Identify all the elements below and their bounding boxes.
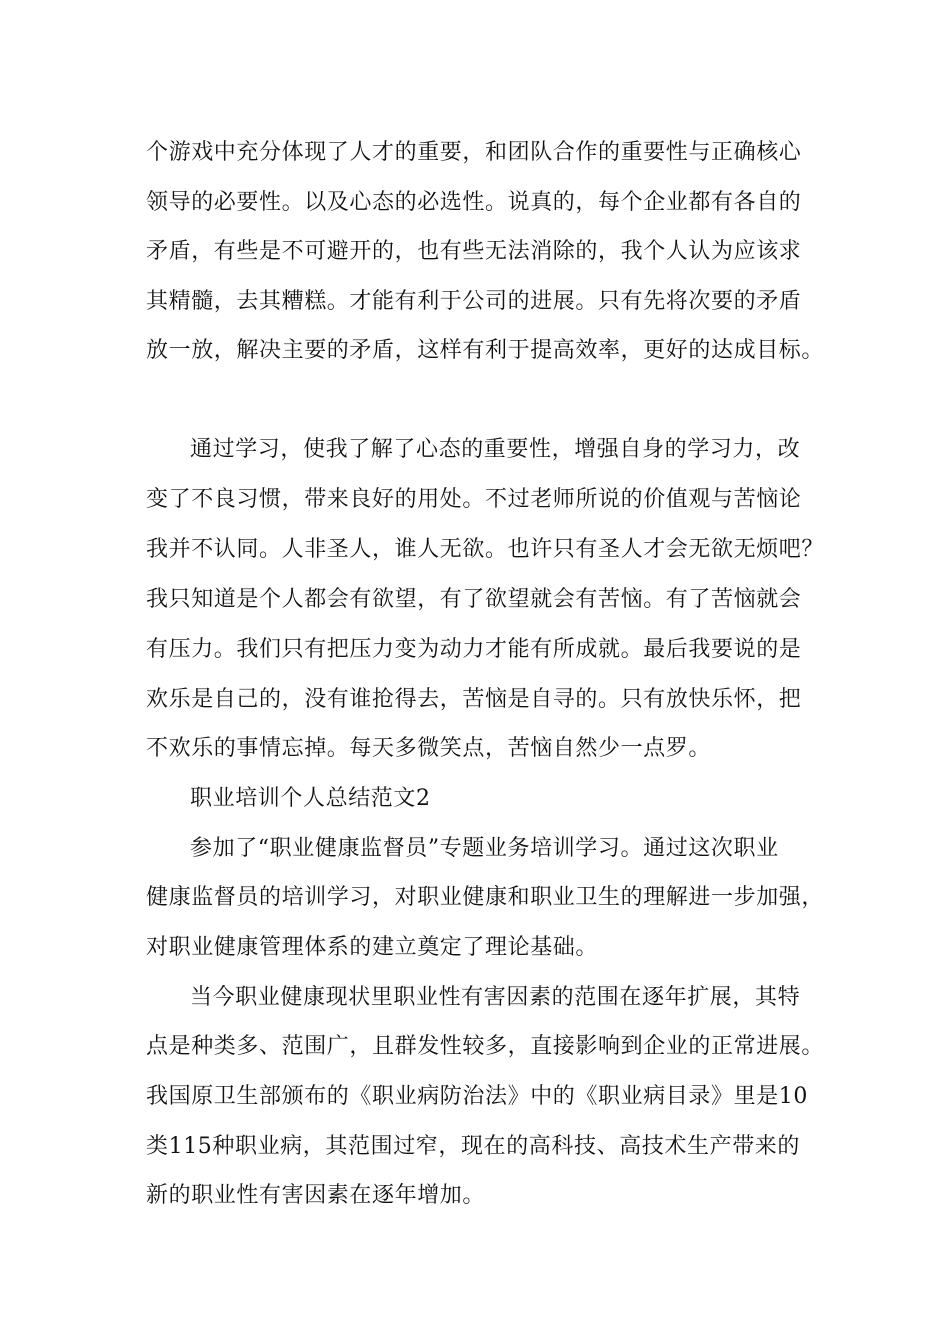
paragraph-start-line: 参加了“职业健康监督员”专题业务培训学习。通过这次职业 — [190, 836, 779, 861]
text-line: 健康监督员的培训学习，对职业健康和职业卫生的理解进一步加强， — [146, 885, 825, 910]
text-line: 我只知道是个人都会有欲望，有了欲望就会有苦恼。有了苦恼就会 — [146, 587, 802, 612]
text-line: 欢乐是自己的，没有谁抢得去，苦恼是自寻的。只有放快乐怀，把 — [146, 687, 802, 712]
text-line: 其精髓，去其糟糕。才能有利于公司的进展。只有先将次要的矛盾 — [146, 289, 802, 314]
section-heading: 职业培训个人总结范文2 — [190, 786, 431, 811]
text-line: 类115种职业病，其范围过窄，现在的高科技、高技术生产带来的 — [146, 1134, 800, 1159]
text-line: 我国原卫生部颁布的《职业病防治法》中的《职业病目录》里是10 — [146, 1084, 808, 1109]
text-line: 点是种类多、范围广，且群发性较多，直接影响到企业的正常进展。 — [146, 1034, 825, 1059]
text-line: 领导的必要性。以及心态的必选性。说真的，每个企业都有各自的 — [146, 190, 802, 215]
paragraph-start-line: 当今职业健康现状里职业性有害因素的范围在逐年扩展，其特 — [190, 985, 801, 1010]
text-line: 我并不认同。人非圣人，谁人无欲。也许只有圣人才会无欲无烦吧？ — [146, 537, 825, 562]
text-line: 放一放，解决主要的矛盾，这样有利于提高效率，更好的达成目标。 — [146, 338, 825, 363]
text-line: 不欢乐的事情忘掉。每天多微笑点，苦恼自然少一点罗。 — [146, 736, 712, 761]
text-line: 有压力。我们只有把压力变为动力才能有所成就。最后我要说的是 — [146, 637, 802, 662]
text-line: 变了不良习惯，带来良好的用处。不过老师所说的价值观与苦恼论 — [146, 487, 802, 512]
paragraph-start-line: 通过学习，使我了解了心态的重要性，增强自身的学习力，改 — [190, 437, 801, 462]
text-line: 新的职业性有害因素在逐年增加。 — [146, 1183, 486, 1208]
text-line: 个游戏中充分体现了人才的重要，和团队合作的重要性与正确核心 — [146, 140, 802, 165]
text-line: 对职业健康管理体系的建立奠定了理论基础。 — [146, 935, 599, 960]
text-line: 矛盾，有些是不可避开的，也有些无法消除的，我个人认为应该求 — [146, 239, 802, 264]
